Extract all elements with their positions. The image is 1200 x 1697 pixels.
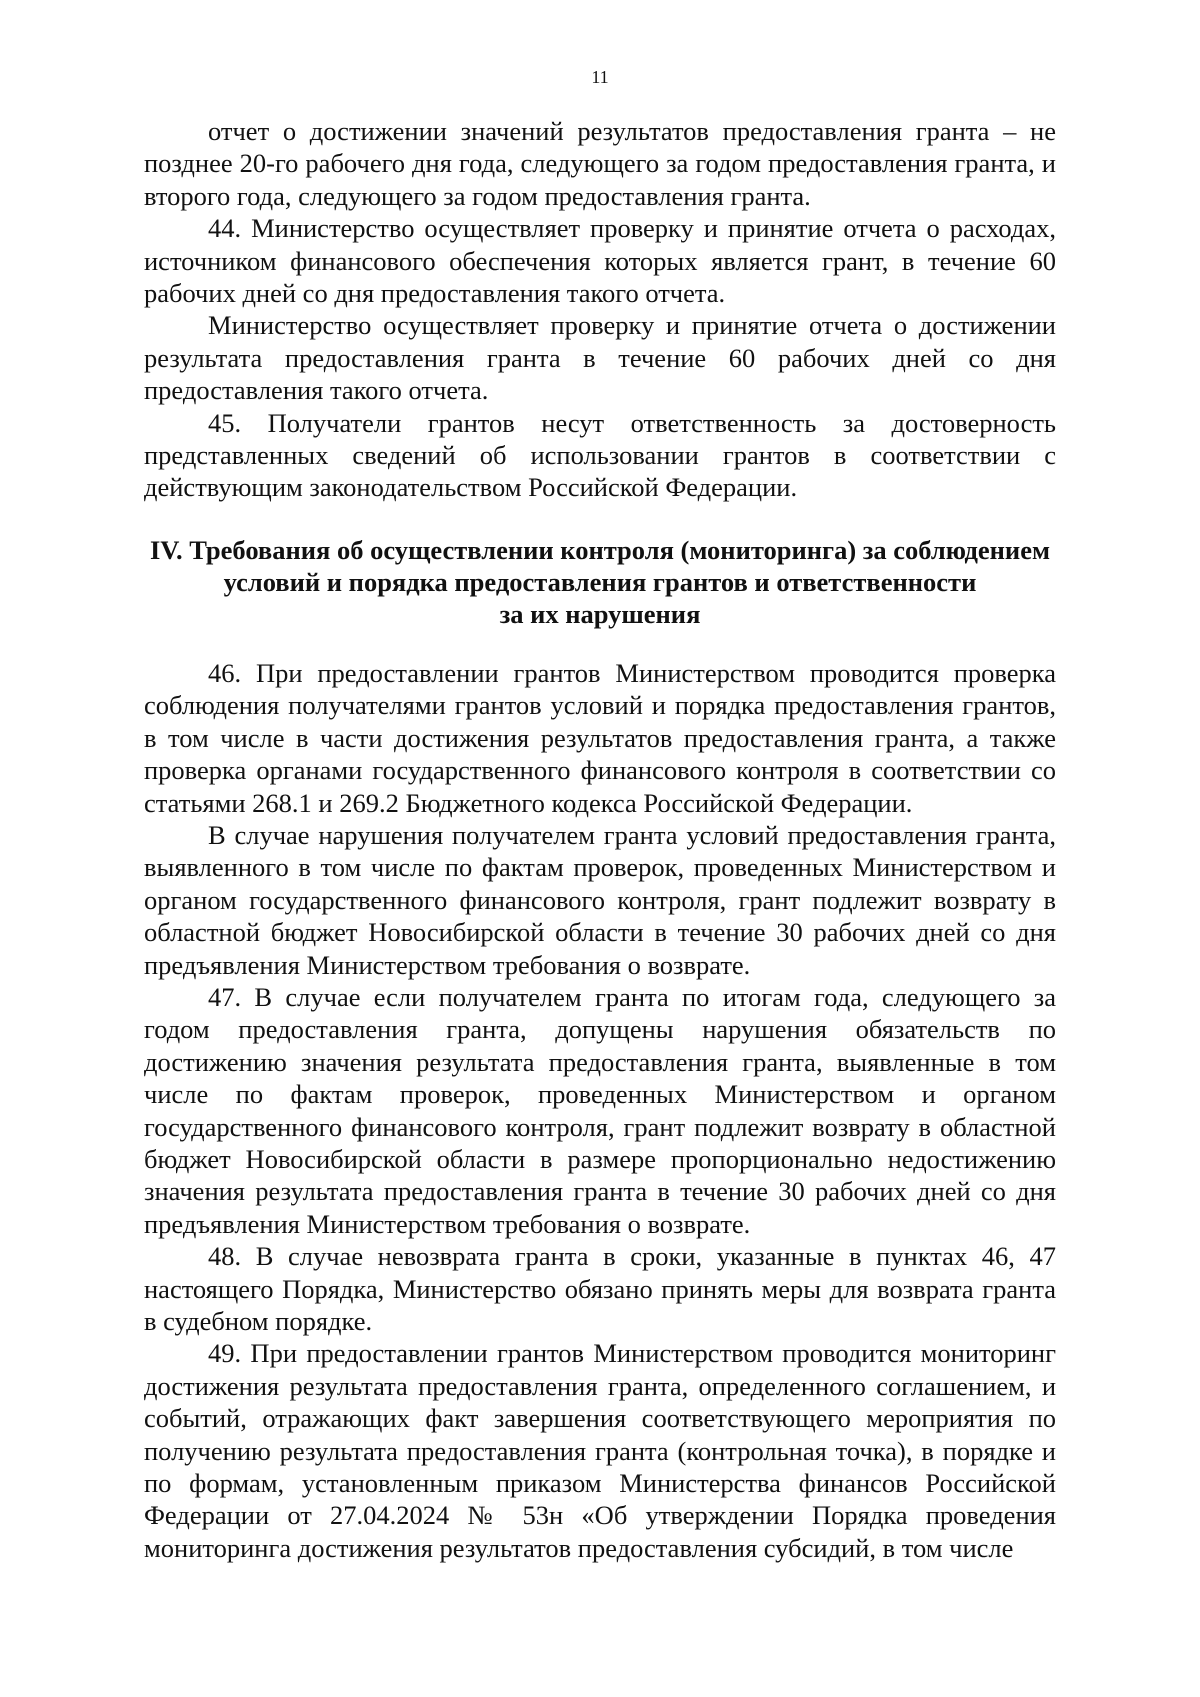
paragraph-44-report-check: Министерство осуществляет проверку и принятие отчета о достижении результата предоставления гранта в течение 60 рабочих дней со дня предоставления такого отчета.: [144, 310, 1056, 406]
paragraph-45: 45. Получатели грантов несут ответственность за достоверность представленных сведений об использовании грантов в соответствии с действующим законодательством Российской Федерации.: [144, 407, 1056, 503]
paragraph-46: 46. При предоставлении грантов Министерством проводится проверка соблюдения получателями грантов условий и порядка предоставления грантов, в том числе в части достижения результатов предоставления гранта, а также проверка органами государственного финансового контроля в соответствии со статьями 268.1 и 269.2 Бюджетного кодекса Российской Федерации.: [144, 657, 1056, 818]
document-body: [144, 115, 1056, 1564]
section-heading-line-2: условий и порядка предоставления грантов и ответственности: [223, 566, 977, 597]
paragraph-47: 47. В случае если получателем гранта по итогам года, следующего за годом предоставления гранта, допущены нарушения обязательств по достижению значения результата предоставления гранта, выявленные в том числе по фактам проверок, проведенных Министерством и органом государственного финансового контроля, грант подлежит возврату в областной бюджет Новосибирской области в размере пропорционально недостижению значения результата предоставления гранта в течение 30 рабочих дней со дня предъявления Министерством требования о возврате.: [144, 981, 1056, 1239]
page-number: 11: [591, 67, 609, 87]
paragraph-report-deadline: отчет о достижении значений результатов предоставления гранта – не позднее 20-го рабочего дня года, следующего за годом предоставления гранта, и второго года, следующего за годом предоставления гранта.: [144, 116, 1056, 211]
paragraph-44: 44. Министерство осуществляет проверку и принятие отчета о расходах, источником финансового обеспечения которых является грант, в течение 60 рабочих дней со дня предоставления такого отчета.: [144, 213, 1056, 309]
paragraph-46-violation: В случае нарушения получателем гранта условий предоставления гранта, выявленного в том числе по фактам проверок, проведенных Министерством и органом государственного финансового контроля, грант подлежит возврату в областной бюджет Новосибирской области в течение 30 рабочих дней со дня предъявления Министерством требования о возврате.: [144, 819, 1056, 980]
section-heading: [144, 534, 1056, 630]
section-heading-line-3: за их нарушения: [499, 598, 701, 629]
paragraph-49: 49. При предоставлении грантов Министерством проводится мониторинг достижения результата предоставления гранта, определенного соглашением, и событий, отражающих факт завершения соответствующего мероприятия по получению результата предоставления гранта (контрольная точка), в порядке и по формам, установленным приказом Министерства финансов Российской Федерации от 27.04.2024 № 53н «Об утверждении Порядка проведения мониторинга достижения результатов предоставления субсидий, в том числе: [144, 1338, 1056, 1563]
section-heading-line-1: IV. Требования об осуществлении контроля (мониторинга) за соблюдением: [149, 534, 1051, 565]
paragraph-48: 48. В случае невозврата гранта в сроки, указанные в пунктах 46, 47 настоящего Порядка, Министерство обязано принять меры для возврата гранта в судебном порядке.: [144, 1241, 1056, 1336]
